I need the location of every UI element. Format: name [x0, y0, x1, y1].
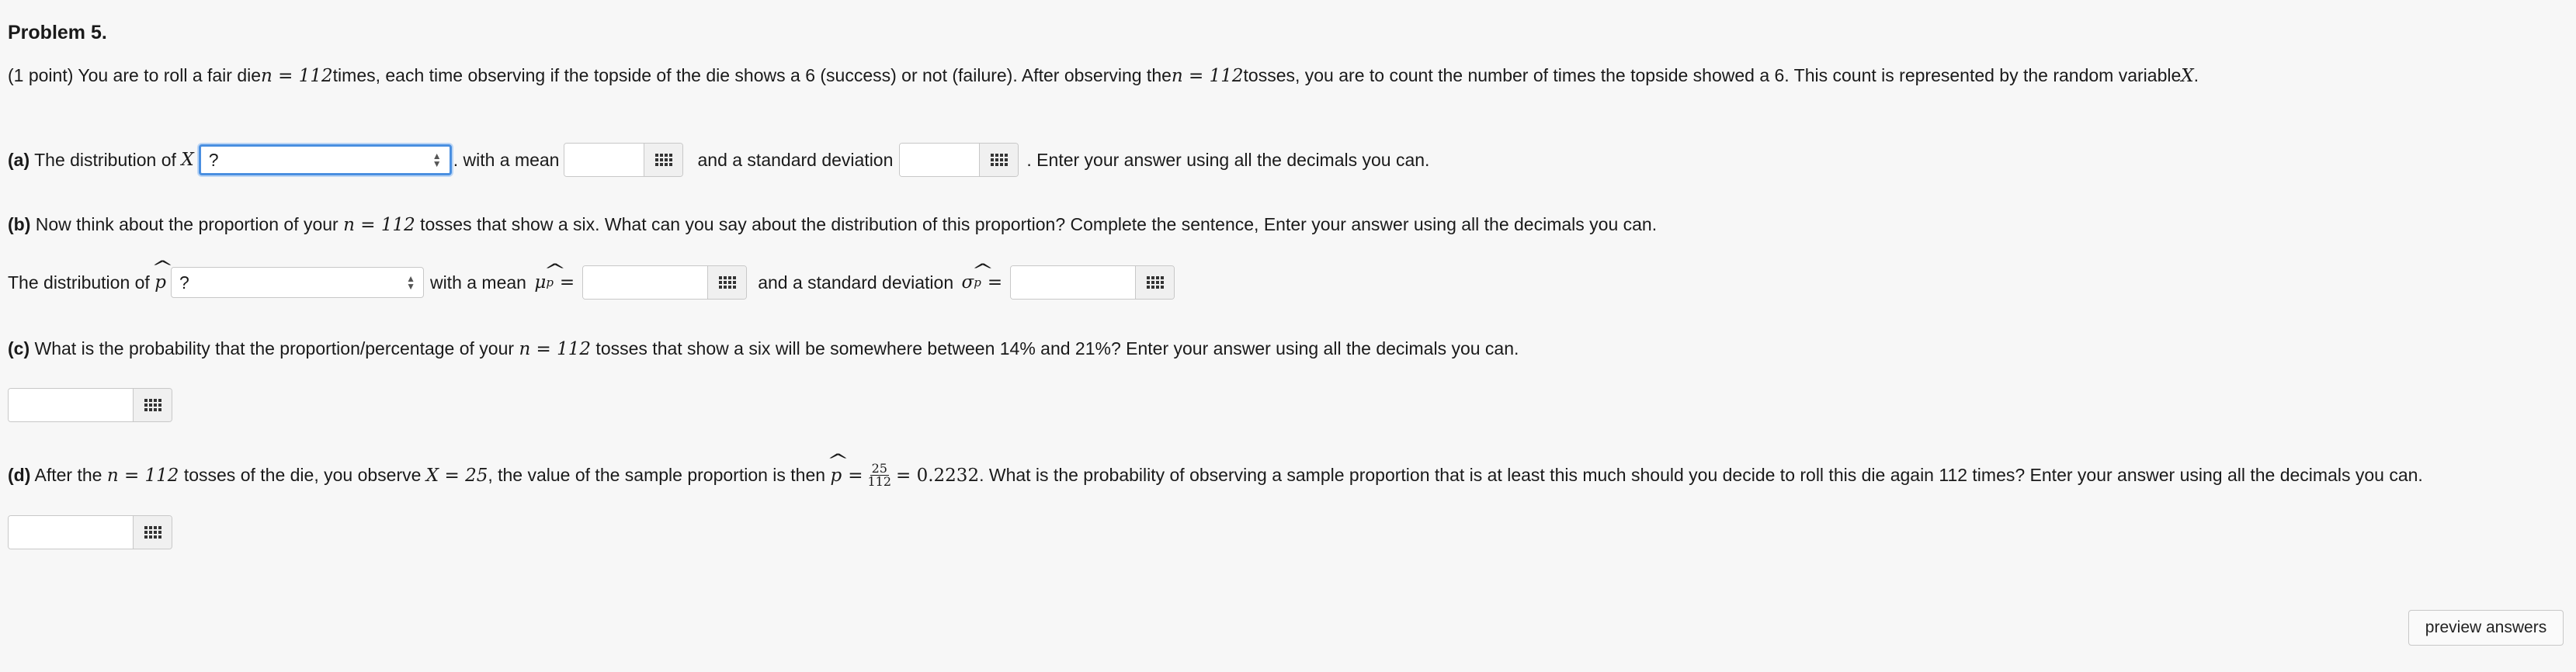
part-c-answer — [8, 388, 172, 422]
part-c-question: (c) What is the probability that the proportion/percentage of your n = 112 tosses that show a six will be somewhere between 14% and 21%? Enter your answer using all the decimals you can. — [8, 338, 1519, 359]
prob-c-field[interactable] — [8, 388, 172, 422]
keypad-grid-icon[interactable] — [707, 266, 746, 299]
part-b-row: The distribution of ^ p ? ▲ ▼ with a mean μ ^ p = and a standard deviation σ ^ p = — [8, 265, 1175, 300]
updown-arrows-icon: ▲ ▼ — [432, 151, 442, 169]
keypad-grid-icon[interactable] — [133, 389, 172, 421]
prob-c-input[interactable] — [9, 389, 133, 421]
mean-x-input[interactable] — [564, 144, 644, 176]
part-b-question: (b) Now think about the proportion of your n = 112 tosses that show a six. What can you say about the distribution of this proportion? Complete the sentence, Enter your answer using all the decimals you can. — [8, 214, 1658, 235]
part-d-answer — [8, 515, 172, 549]
keypad-grid-icon[interactable] — [644, 144, 682, 176]
part-a-row: (a) The distribution of X ? ▲ ▼ . with a mean and a standard deviation . Enter your answer using all the decimals you can. — [8, 143, 1429, 177]
keypad-grid-icon[interactable] — [979, 144, 1018, 176]
sd-x-input[interactable] — [900, 144, 979, 176]
updown-arrows-icon: ▲ ▼ — [406, 273, 415, 292]
prob-d-field[interactable] — [8, 515, 172, 549]
fraction: $\frac{25}{112}$ — [867, 461, 892, 489]
prob-d-input[interactable] — [9, 516, 133, 549]
sd-x-field[interactable] — [899, 143, 1019, 177]
sd-phat-input[interactable] — [1011, 266, 1135, 299]
keypad-grid-icon[interactable] — [133, 516, 172, 549]
problem-intro: (1 point) You are to roll a fair die n = 112 times, each time observing if the topside of the die shows a 6 (success) or not (failure). After observing the n = 112 tosses, you are to count the number of times the topside showed a 6. This count is represented by the random variable X . — [8, 65, 2199, 86]
mean-phat-field[interactable] — [582, 265, 747, 300]
preview-answers-button[interactable]: preview answers — [2408, 610, 2564, 646]
sd-phat-field[interactable] — [1010, 265, 1175, 300]
problem-title: Problem 5. — [8, 22, 107, 43]
distribution-phat-select[interactable]: ? ▲ ▼ — [171, 267, 424, 298]
part-d-question: (d) After the n = 112 tosses of the die, you observe X = 25 , the value of the sample proportion is then ^ p = $\frac{25}{112}$ = 0.2232 . What is the probability of observing a sample proportion that is at least this much should you decide to roll this die again 112 times? Enter your answer using all the decimals you can. — [8, 462, 2423, 488]
mean-phat-input[interactable] — [583, 266, 707, 299]
mean-x-field[interactable] — [564, 143, 683, 177]
distribution-x-select[interactable]: ? ▲ ▼ — [199, 144, 452, 175]
keypad-grid-icon[interactable] — [1135, 266, 1174, 299]
